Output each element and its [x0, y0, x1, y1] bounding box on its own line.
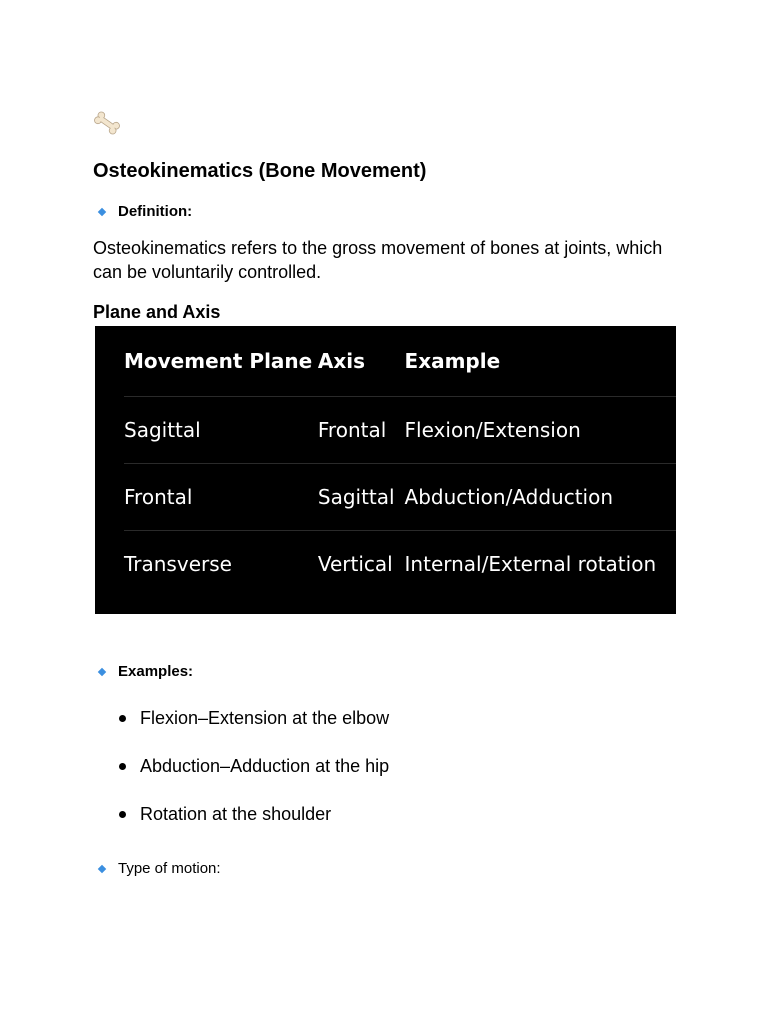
table-cell: Internal/External rotation — [404, 552, 657, 576]
bullet-dot-icon — [119, 811, 126, 818]
plane-axis-table-image — [95, 326, 676, 614]
table-header-cell: Movement Plane — [124, 326, 318, 397]
list-item-text: Rotation at the shoulder — [140, 803, 332, 824]
table-cell: Sagittal — [318, 464, 405, 531]
table-row — [124, 464, 676, 531]
bullet-dot-icon — [119, 763, 126, 770]
table-cell: Frontal — [124, 464, 318, 531]
table-cell: Transverse — [124, 552, 232, 576]
table-header-row — [124, 326, 676, 397]
motion-bullet — [97, 859, 221, 879]
table-row — [124, 397, 676, 464]
bone-icon — [93, 110, 121, 136]
table-cell: Abduction/Adduction — [405, 464, 676, 531]
section-heading: Plane and Axis — [93, 302, 221, 322]
list-item — [118, 742, 389, 790]
definition-label: Definition: — [118, 203, 193, 220]
table-cell: Flexion/Extension — [405, 397, 676, 464]
diamond-bullet-icon — [98, 208, 106, 216]
bullet-dot-icon — [119, 715, 126, 722]
diamond-bullet-icon — [98, 668, 106, 676]
table-header-cell: Example — [405, 326, 676, 397]
table-header-cell: Axis — [318, 326, 405, 397]
plane-axis-table — [124, 326, 676, 597]
table-cell: Vertical — [317, 552, 393, 576]
table-cell: Frontal — [318, 397, 405, 464]
examples-list — [118, 694, 389, 838]
list-item-text: Flexion–Extension at the elbow — [140, 707, 390, 728]
motion-label: Type of motion: — [118, 860, 221, 877]
list-item-text: Abduction–Adduction at the hip — [140, 755, 390, 776]
definition-bullet — [97, 202, 192, 222]
table-cell: Sagittal — [124, 397, 318, 464]
page-title: Osteokinematics (Bone Movement) — [93, 160, 427, 182]
definition-text: Osteokinematics refers to the gross movement of bones at joints, which can be voluntarily controlled. — [93, 238, 663, 282]
examples-label: Examples: — [118, 663, 194, 680]
examples-bullet — [97, 662, 193, 682]
diamond-bullet-icon — [98, 865, 106, 873]
list-item — [118, 694, 389, 742]
table-row — [124, 531, 676, 598]
list-item — [118, 790, 389, 838]
